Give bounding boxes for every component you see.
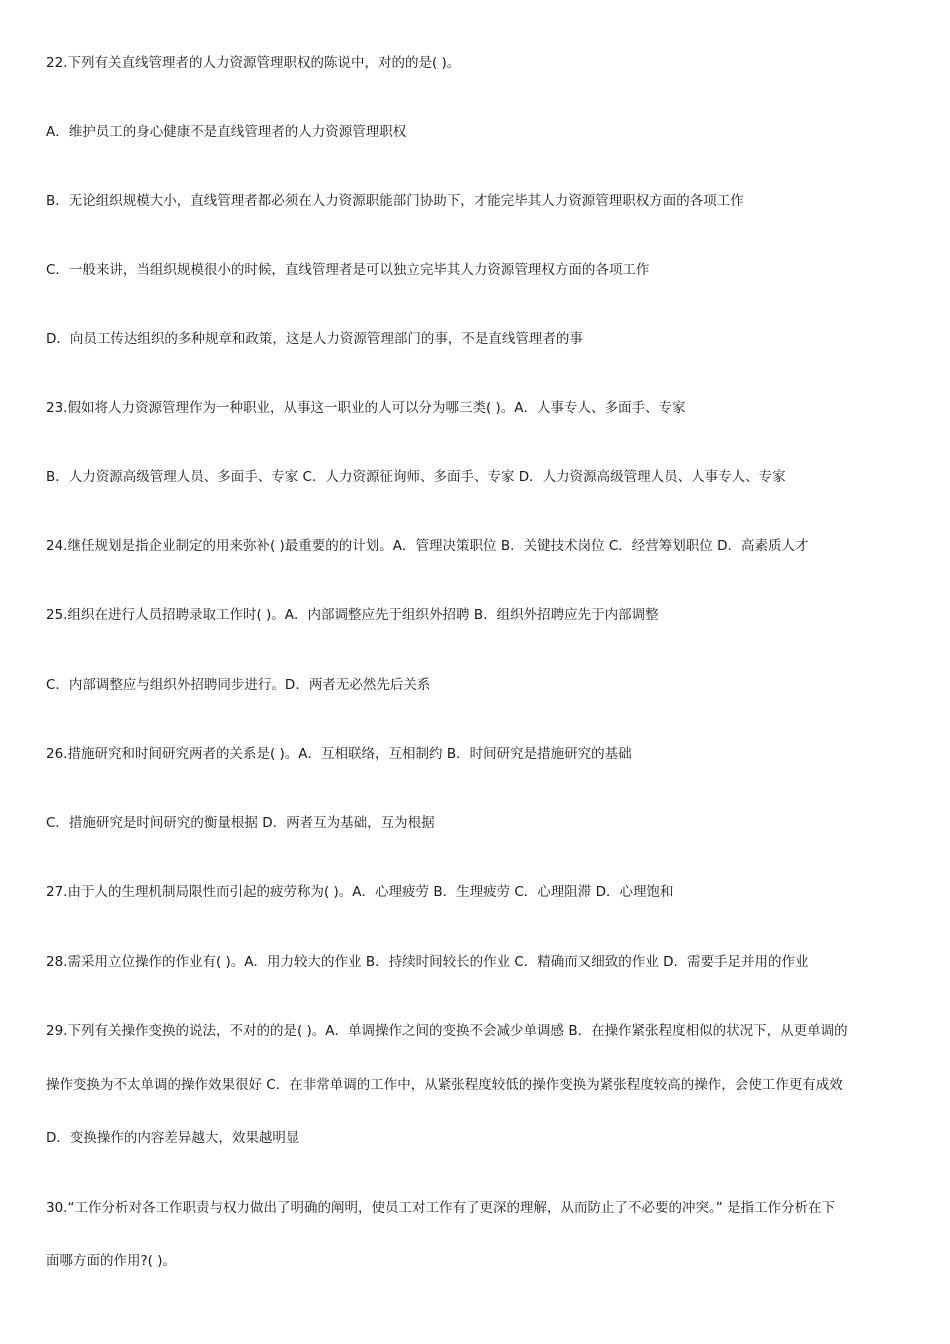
question-27: 27.由于人的生理机制局限性而引起的疲劳称为( )。A．心理疲劳 B．生理疲劳 C．心理阻滞 D．心理饱和 (46, 884, 674, 900)
question-26-options: C．措施研究是时间研究的衡量根据 D．两者互为基础，互为根据 (46, 815, 435, 831)
question-30-line-2: 面哪方面的作用?( )。 (46, 1253, 176, 1269)
question-29-line-1: 29.下列有关操作变换的说法，不对的的是( )。A．单调操作之间的变换不会减少单调感 B．在操作紧张程度相似的状况下，从更单调的 (46, 1023, 848, 1039)
question-22-option-d: D．向员工传达组织的多种规章和政策，这是人力资源管理部门的事，不是直线管理者的事 (46, 331, 583, 347)
question-30-line-1: 30.“工作分析对各工作职责与权力做出了明确的阐明，使员工对工作有了更深的理解，从而防止了不必要的冲突。” 是指工作分析在下 (46, 1200, 835, 1216)
question-22-stem: 22.下列有关直线管理者的人力资源管理职权的陈说中，对的的是( )。 (46, 55, 461, 71)
question-22-option-b: B．无论组织规模大小，直线管理者都必须在人力资源职能部门协助下，才能完毕其人力资源管理职权方面的各项工作 (46, 193, 744, 209)
question-29-line-2: 操作变换为不太单调的操作效果很好 C．在非常单调的工作中，从紧张程度较低的操作变换为紧张程度较高的操作，会使工作更有成效 (46, 1077, 843, 1093)
question-26-stem: 26.措施研究和时间研究两者的关系是( )。A．互相联络，互相制约 B．时间研究是措施研究的基础 (46, 746, 632, 762)
question-23-options: B．人力资源高级管理人员、多面手、专家 C．人力资源征询师、多面手、专家 D．人力资源高级管理人员、人事专人、专家 (46, 469, 786, 485)
question-24: 24.继任规划是指企业制定的用来弥补( )最重要的的计划。A．管理决策职位 B．关键技术岗位 C．经营筹划职位 D．高素质人才 (46, 538, 809, 554)
question-29-line-3: D．变换操作的内容差异越大，效果越明显 (46, 1130, 300, 1146)
question-23-stem: 23.假如将人力资源管理作为一种职业，从事这一职业的人可以分为哪三类( )。A．人事专人、多面手、专家 (46, 400, 686, 416)
question-22-option-c: C．一般来讲，当组织规模很小的时候，直线管理者是可以独立完毕其人力资源管理权方面的各项工作 (46, 262, 650, 278)
question-22-option-a: A．维护员工的身心健康不是直线管理者的人力资源管理职权 (46, 124, 407, 140)
question-28: 28.需采用立位操作的作业有( )。A．用力较大的作业 B．持续时间较长的作业 C．精确而又细致的作业 D．需要手足并用的作业 (46, 954, 809, 970)
question-25-stem: 25.组织在进行人员招聘录取工作时( )。A．内部调整应先于组织外招聘 B．组织外招聘应先于内部调整 (46, 607, 659, 623)
question-25-options: C．内部调整应与组织外招聘同步进行。D．两者无必然先后关系 (46, 677, 431, 693)
